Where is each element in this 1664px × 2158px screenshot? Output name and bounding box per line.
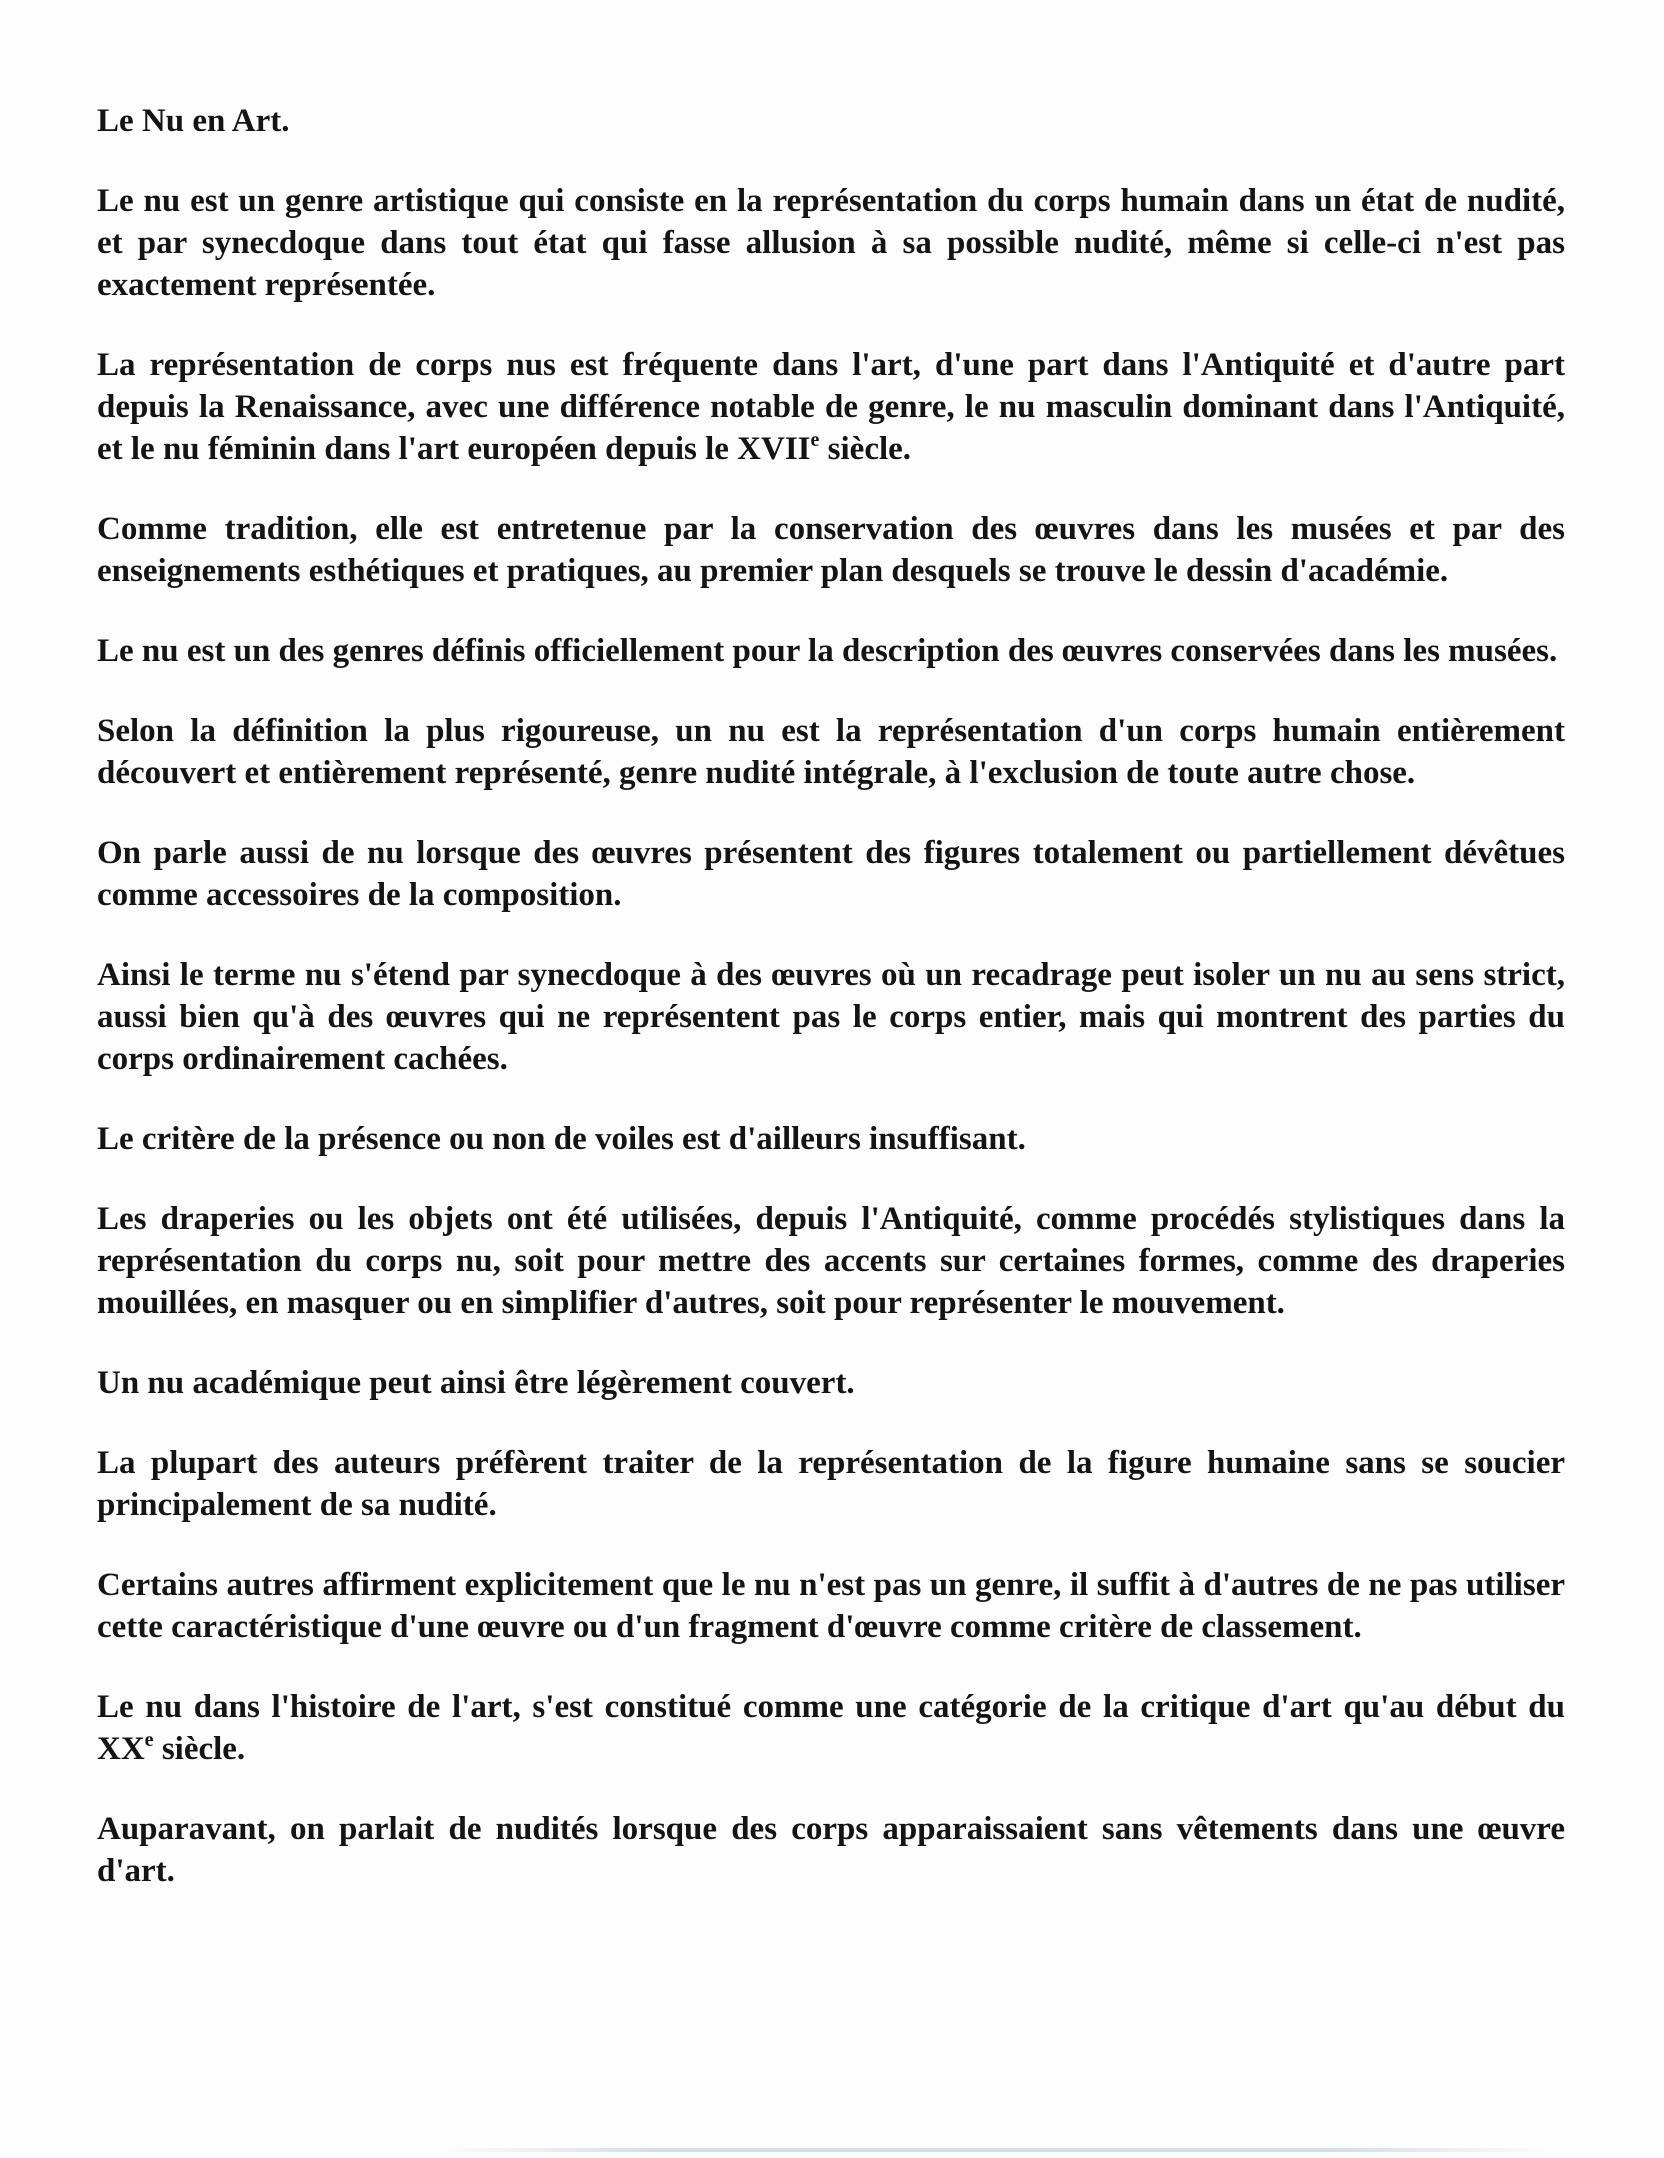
paragraph-2-text: La représentation de corps nus est fréquente dans l'art, d'une part dans l'Antiquité et d'autre part depuis la Renaissance, avec une différence notable de genre, le nu masculin dominant dans l'Antiquité, et le nu féminin dans l'art européen depuis le XVII [97, 347, 1565, 467]
document-title: Le Nu en Art. [97, 103, 290, 139]
paragraph-7: Ainsi le terme nu s'étend par synecdoque à des œuvres où un recadrage peut isoler un nu au sens strict, aussi bien qu'à des œuvres qui ne représentent pas le corps entier, mais qui montrent des parties du corps ordinairement cachées. [97, 957, 1565, 1077]
paragraph-13-text: Le nu dans l'histoire de l'art, s'est constitué comme une catégorie de la critique d'art qu'au début du XX [97, 1689, 1565, 1767]
paragraph-11: La plupart des auteurs préfèrent traiter de la représentation de la figure humaine sans se soucier principalement de sa nudité. [97, 1445, 1565, 1523]
paragraph-3: Comme tradition, elle est entretenue par la conservation des œuvres dans les musées et par des enseignements esthétiques et pratiques, au premier plan desquels se trouve le dessin d'académie. [97, 511, 1565, 589]
document-body [97, 100, 1565, 1930]
paragraph-10: Un nu académique peut ainsi être légèrement couvert. [97, 1365, 855, 1401]
paragraph-8: Le critère de la présence ou non de voiles est d'ailleurs insuffisant. [97, 1121, 1026, 1157]
paragraph-2 [97, 344, 1565, 470]
paragraph-1: Le nu est un genre artistique qui consiste en la représentation du corps humain dans un état de nudité, et par synecdoque dans tout état qui fasse allusion à sa possible nudité, même si celle-ci n'est pas exactement représentée. [97, 183, 1565, 303]
scan-edge-line [440, 2148, 1550, 2152]
paragraph-13-text-end: siècle. [153, 1731, 246, 1767]
century-superscript: e [810, 429, 820, 451]
paragraph-13 [97, 1686, 1565, 1770]
paragraph-4: Le nu est un des genres définis officiellement pour la description des œuvres conservées dans les musées. [97, 633, 1558, 669]
paragraph-2-text-end: siècle. [819, 431, 912, 467]
paragraph-12: Certains autres affirment explicitement que le nu n'est pas un genre, il suffit à d'autres de ne pas utiliser cette caractéristique d'une œuvre ou d'un fragment d'œuvre comme critère de classement. [97, 1567, 1565, 1645]
paragraph-9: Les draperies ou les objets ont été utilisées, depuis l'Antiquité, comme procédés stylistiques dans la représentation du corps nu, soit pour mettre des accents sur certaines formes, comme des draperies mouillées, en masquer ou en simplifier d'autres, soit pour représenter le mouvement. [97, 1201, 1565, 1321]
paragraph-5: Selon la définition la plus rigoureuse, un nu est la représentation d'un corps humain entièrement découvert et entièrement représenté, genre nudité intégrale, à l'exclusion de toute autre chose. [97, 713, 1565, 791]
century-superscript: e [144, 1729, 154, 1751]
paragraph-14: Auparavant, on parlait de nudités lorsque des corps apparaissaient sans vêtements dans une œuvre d'art. [97, 1811, 1565, 1889]
paragraph-6: On parle aussi de nu lorsque des œuvres présentent des figures totalement ou partiellement dévêtues comme accessoires de la composition. [97, 835, 1565, 913]
